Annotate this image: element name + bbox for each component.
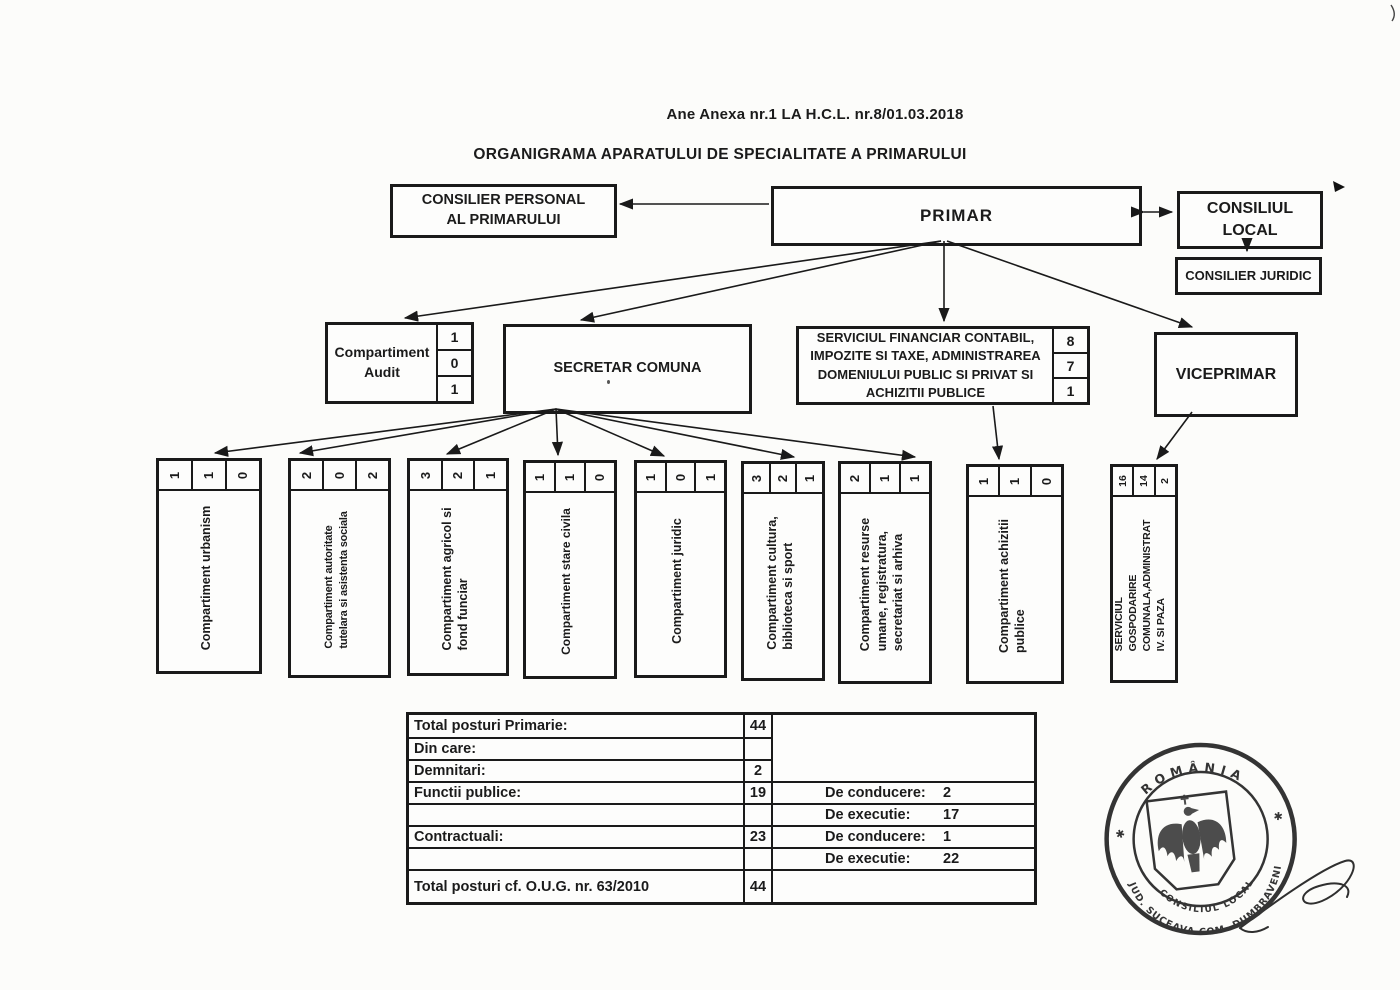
box-label: AL PRIMARULUI [446,212,561,228]
dept-label: Compartiment juridic [670,518,685,644]
box-serviciul-financiar [796,326,1090,405]
box-label: IMPOZITE SI TAXE, ADMINISTRAREA [810,348,1041,364]
dept-label: Compartiment agricol si fond funciar [439,507,470,651]
box-consilier-personal [390,184,617,238]
headcount-value: 3 [417,471,433,479]
headcount-value: 0 [438,349,471,375]
headcount-value: 0 [1038,477,1054,485]
dept-label: Compartiment autoritate tutelara si asistenta sociala [322,511,350,649]
table-row: Demnitari: 2 [409,759,1034,781]
headcount-value: 14 [1137,475,1150,487]
headcount-value: 1 [483,471,499,479]
headcount-value: 1 [201,471,217,479]
table-row: Total posturi cf. O.U.G. nr. 63/2010 44 [409,869,1034,902]
dept-label: Compartiment cultura, biblioteca si sport [764,516,795,650]
box-label: Audit [364,364,400,380]
headcount-value: 1 [438,375,471,401]
scan-speck [607,380,610,384]
cursor-arrow-icon [1333,181,1345,192]
headcount-value: 1 [1007,477,1023,485]
stamp-star-left: ✱ [1113,828,1129,840]
headcount-value: 7 [1054,352,1087,377]
box-viceprimar [1154,332,1298,417]
headcount-value: 0 [592,473,608,481]
dept-label: Compartiment achizitii publice [996,518,1027,654]
headcount-strip [526,463,614,493]
dept-label: Compartiment stare civila [559,508,574,655]
dept-label: Compartiment urbanism [198,505,213,651]
box-label: PRIMAR [919,205,994,225]
headcount-column [436,325,471,401]
dept-box-stare-civila [523,460,617,679]
box-label: ACHIZITII PUBLICE [865,384,986,400]
dept-label: SERVICIUL GOSPODARIRE COMUNALA,ADMINISTRAT IV. SI PAZA [1113,519,1167,652]
table-row: Total posturi Primarie: 44 [409,715,1034,737]
headcount-strip [744,464,822,494]
box-label: SERVICIUL FINANCIAR CONTABIL, [816,330,1035,346]
headcount-strip [410,461,506,491]
box-label: VICEPRIMAR [1175,365,1277,383]
stamp-ring-text: JUD. SUCEAVA COM. DUMBRAVENI [1126,864,1285,938]
table-row: Contractuali: 23 De conducere: 1 [409,825,1034,847]
headcount-value: 1 [450,329,459,345]
headcount-value: 3 [748,474,764,482]
headcount-strip [291,461,388,491]
headcount-value: 1 [702,473,718,481]
headcount-value: 0 [673,473,689,481]
headcount-value: 1 [976,477,992,485]
headcount-value: 2 [775,474,791,482]
svg-text:✱ [1269,809,1286,824]
headcount-strip [969,467,1061,497]
table-row: De executie: 22 [409,847,1034,869]
table-row: Din care: [409,737,1034,759]
headcount-value: 8 [1066,332,1075,349]
headcount-value: 2 [1159,478,1172,484]
official-stamp [1082,723,1320,961]
box-label: CONSILIER JURIDIC [1185,268,1312,284]
dept-box-autoritate-tutelara [288,458,391,678]
box-label: LOCAL [1222,222,1278,239]
box-label: Compartiment [334,344,430,361]
dept-box-urbanism [156,458,262,674]
table-row: De executie: 17 [409,803,1034,825]
headcount-strip [159,461,259,491]
page-title: ORGANIGRAMA APARATULUI DE SPECIALITATE A PRIMARULUI [473,146,967,163]
stamp-country-text: ROMÂNIA [1137,759,1249,798]
headcount-column [1052,329,1087,402]
headcount-value: 2 [847,474,863,482]
box-primar [771,186,1142,246]
headcount-value: 0 [235,471,251,479]
box-consilier-juridic [1175,257,1322,295]
headcount-value: 1 [532,473,548,481]
table-row: Functii publice: 19 De conducere: 2 [409,781,1034,803]
dept-box-juridic [634,460,727,678]
dept-box-gospodarire [1110,464,1178,683]
headcount-value: 2 [298,471,314,479]
corner-mark [1391,5,1394,21]
box-compartiment-audit [325,322,474,404]
box-consiliul-local [1177,191,1323,249]
staff-summary-table [406,712,1037,905]
headcount-value: 1 [907,474,923,482]
headcount-value: 1 [877,474,893,482]
headcount-value: 1 [167,471,183,479]
box-label: SECRETAR COMUNA [553,360,702,377]
box-label: CONSILIER PERSONAL [421,192,586,209]
headcount-value: 1 [1054,377,1087,402]
dept-box-agricol [407,458,509,676]
dept-box-achizitii [966,464,1064,684]
coat-of-arms-eagle [1146,790,1237,892]
stamp-star-right: ✱ [1269,809,1286,824]
headcount-value: 16 [1116,475,1129,487]
box-label: DOMENIULUI PUBLIC SI PRIVAT SI [817,366,1034,382]
headcount-value: 2 [450,471,466,479]
headcount-value: 1 [643,473,659,481]
headcount-value: 0 [331,471,347,479]
svg-text:✱ [1112,827,1129,842]
headcount-value: 2 [364,471,380,479]
headcount-strip [841,464,929,494]
dept-label: Compartiment resurse umane, registratura, secretariat si arhiva [858,517,906,652]
headcount-value: 1 [562,473,578,481]
dept-box-cultura [741,461,825,681]
annex-title: Ane Anexa nr.1 LA H.C.L. nr.8/01.03.2018 [666,106,964,123]
dept-box-resurse-umane [838,461,932,684]
box-label: CONSILIUL [1206,200,1294,218]
headcount-strip [637,463,724,493]
box-secretar-comuna [503,324,752,414]
headcount-strip [1113,467,1175,497]
headcount-value: 1 [802,474,818,482]
stamp-inner-text: CONSILIUL LOCAL [1156,877,1257,916]
